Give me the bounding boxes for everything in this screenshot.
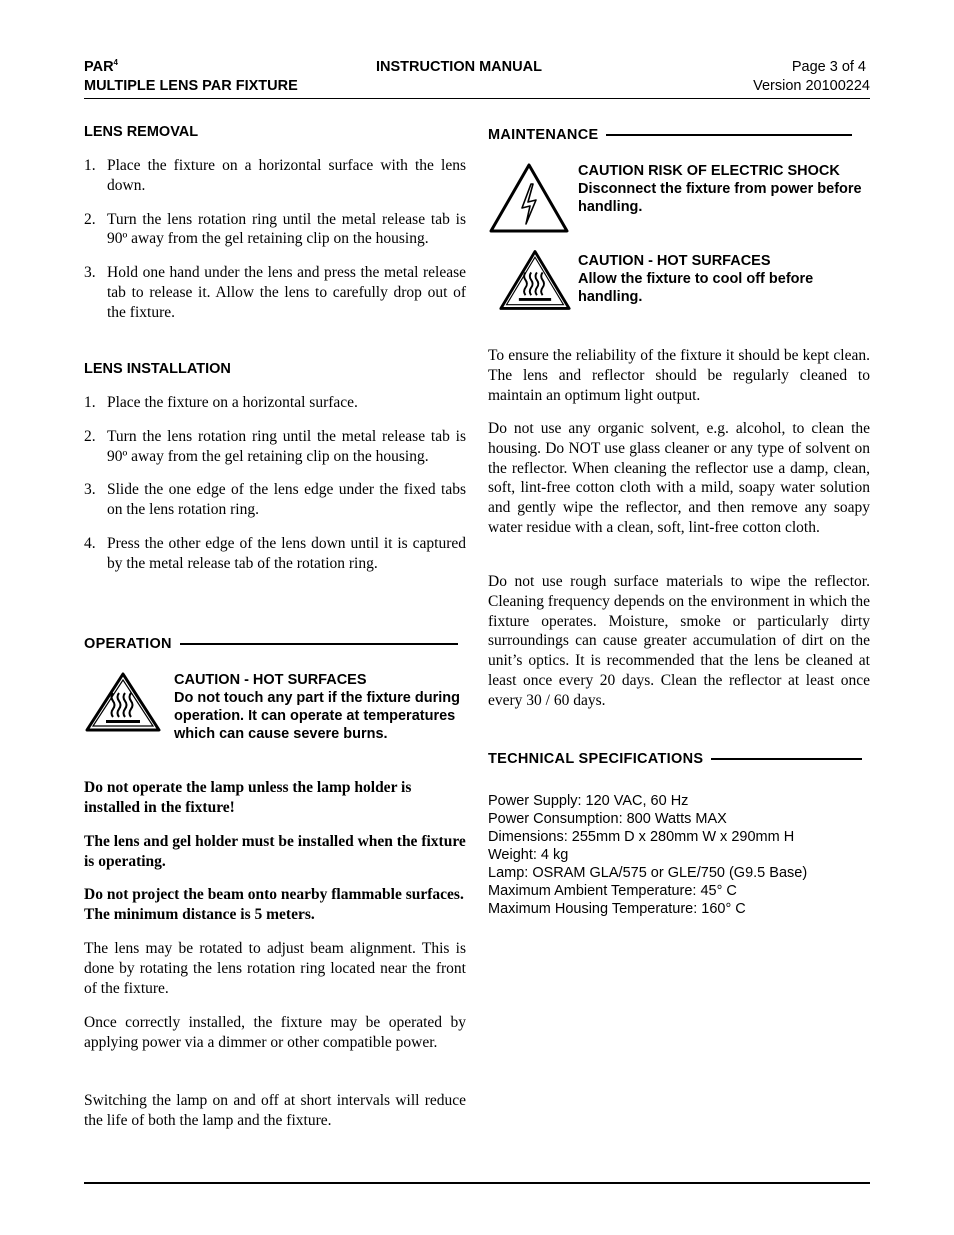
list-item: 4. Press the other edge of the lens down until it is captured by the metal release tab of the rotation ring. — [84, 534, 466, 572]
spec-line: Weight: 4 kg — [488, 847, 569, 863]
warning-lens-gel-holder: The lens and gel holder must be installed when the fixture is operating. — [84, 833, 466, 870]
warning-lamp-holder: Do not operate the lamp unless the lamp holder is installed in the fixture! — [84, 779, 412, 816]
maintenance-paragraph: To ensure the reliability of the fixture it should be kept clean. The lens and reflector should be regularly cleaned to maintain an optimum light output. — [488, 347, 870, 404]
version-number: Version 20100224 — [753, 78, 870, 94]
caution-body: Do not touch any part if the fixture during operation. It can operate at temperatures which can cause severe burns. — [174, 690, 460, 742]
hot-surface-warning-icon — [84, 671, 174, 743]
footer-rule — [84, 1182, 870, 1184]
list-item: 2. Turn the lens rotation ring until the metal release tab is 90º away from the gel retaining clip on the housing. — [84, 427, 466, 465]
heading-rule-line — [180, 643, 458, 645]
heading-rule-line — [711, 758, 862, 760]
caution-body: Disconnect the fixture from power before handling. — [578, 181, 862, 215]
product-name: PAR — [84, 59, 114, 75]
spec-line: Lamp: OSRAM GLA/575 or GLE/750 (G9.5 Base) — [488, 865, 808, 881]
spec-line: Dimensions: 255mm D x 280mm W x 290mm H — [488, 829, 795, 845]
spec-line: Power Consumption: 800 Watts MAX — [488, 811, 727, 827]
header-left — [84, 58, 298, 96]
hot-caution-text — [578, 248, 870, 317]
page-header — [84, 58, 870, 99]
lens-removal-heading: LENS REMOVAL — [84, 124, 199, 140]
caution-title: CAUTION RISK OF ELECTRIC SHOCK — [578, 163, 840, 179]
tech-specs-heading — [488, 750, 862, 768]
operation-heading-text: OPERATION — [84, 636, 172, 652]
operation-caution-text — [174, 671, 466, 743]
list-item: 2. Turn the lens rotation ring until the metal release tab is 90º away from the gel retaining clip on the housing. — [84, 210, 466, 248]
operation-paragraph: Once correctly installed, the fixture may be operated by applying power via a dimmer or other compatible power. — [84, 1014, 466, 1051]
tech-specs-list — [488, 792, 870, 918]
caution-title: CAUTION - HOT SURFACES — [578, 253, 771, 269]
maintenance-paragraph: Do not use any organic solvent, e.g. alcohol, to clean the housing. Do NOT use glass cleaner or any type of solvent on the reflector. When cleaning the reflector use a damp, clean, soft, lint-free cotton cloth with a mild, soapy water solution and gently wipe the reflector, and then remove any soapy water residue with a clean, soft, lint-free cotton cloth. — [488, 420, 870, 536]
operation-heading — [84, 635, 458, 653]
list-item: 1. Place the fixture on a horizontal surface. — [84, 394, 358, 411]
maintenance-paragraph: Do not use rough surface materials to wipe the reflector. Cleaning frequency depends on the environment in which the fixture operates. Moisture, smoke or particularly dirty surroundings can cause greater accumulation of dirt on the unit’s optics. It is recommended that the lens be cleaned at least once every 20 days. Clean the reflector at least once every 30 / 60 days. — [488, 573, 870, 709]
list-item: 3. Slide the one edge of the lens edge under the fixed tabs on the lens rotation ring. — [84, 481, 466, 519]
electric-shock-warning-icon — [488, 162, 578, 239]
page-number: Page 3 of 4 — [791, 59, 866, 75]
heading-rule-line — [606, 134, 852, 136]
header-right — [753, 58, 870, 96]
maintenance-caution-hot — [498, 248, 870, 317]
list-item: 1. Place the fixture on a horizontal surface with the lens down. — [84, 157, 466, 194]
product-subtitle: MULTIPLE LENS PAR FIXTURE — [84, 78, 298, 94]
spec-line: Power Supply: 120 VAC, 60 Hz — [488, 793, 689, 809]
operation-paragraph: Switching the lamp on and off at short intervals will reduce the life of both the lamp and the fixture. — [84, 1092, 466, 1129]
maintenance-heading — [488, 126, 852, 144]
product-superscript: 4 — [113, 58, 118, 68]
caution-title: CAUTION - HOT SURFACES — [174, 672, 367, 688]
tech-specs-heading-text: TECHNICAL SPECIFICATIONS — [488, 751, 704, 767]
maintenance-caution-shock — [488, 162, 870, 239]
operation-paragraph: The lens may be rotated to adjust beam alignment. This is done by rotating the lens rotation ring located near the front of the fixture. — [84, 940, 466, 997]
spec-line: Maximum Ambient Temperature: 45° C — [488, 883, 737, 899]
maintenance-heading-text: MAINTENANCE — [488, 127, 599, 143]
spec-line: Maximum Housing Temperature: 160° C — [488, 901, 746, 917]
lens-installation-steps — [84, 393, 466, 588]
lens-installation-heading: LENS INSTALLATION — [84, 361, 231, 377]
lens-removal-steps — [84, 156, 466, 337]
hot-surface-warning-icon — [498, 248, 578, 317]
caution-body: Allow the fixture to cool off before handling. — [578, 271, 814, 305]
operation-caution-hot — [84, 671, 466, 743]
shock-caution-text — [578, 162, 870, 239]
warning-flammable: Do not project the beam onto nearby flammable surfaces. The minimum distance is 5 meters. — [84, 886, 464, 923]
list-item: 3. Hold one hand under the lens and press the metal release tab to release it. Allow the lens to carefully drop out of the fixture. — [84, 264, 466, 321]
manual-title: INSTRUCTION MANUAL — [376, 59, 542, 75]
